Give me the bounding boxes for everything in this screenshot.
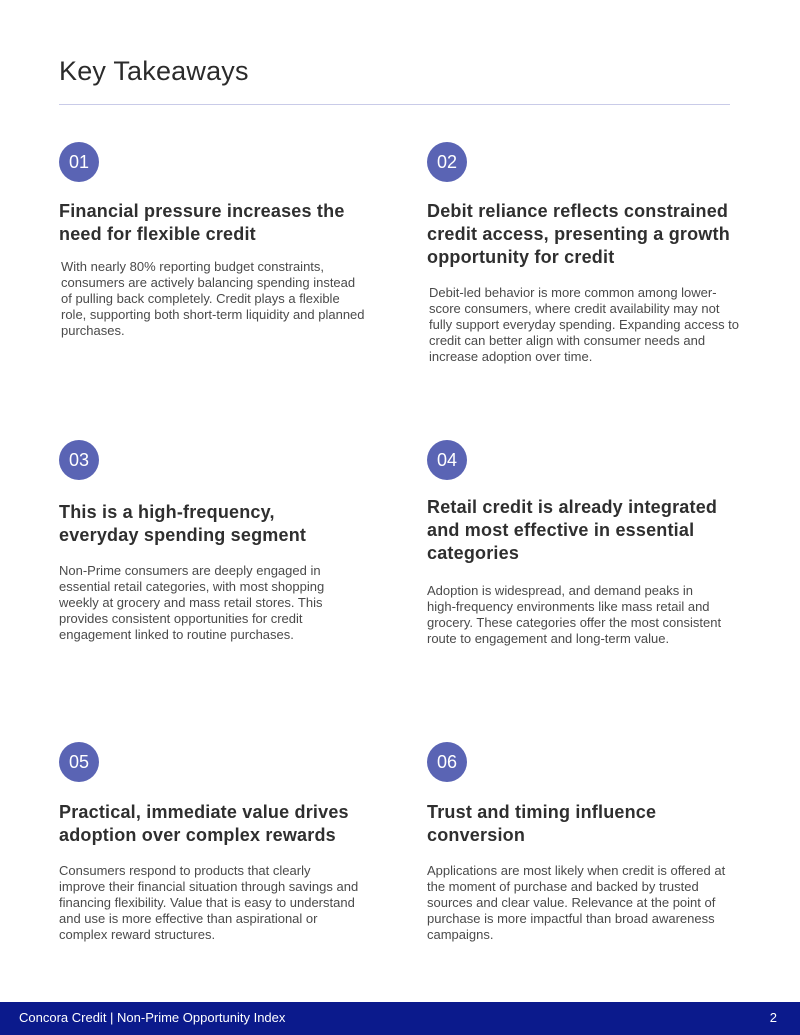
- page-title: Key Takeaways: [59, 56, 249, 86]
- takeaway-heading: Financial pressure increases the need for flexible credit: [59, 201, 345, 244]
- takeaway-heading: Trust and timing influence conversion: [427, 802, 657, 845]
- page-number: 2: [769, 1010, 777, 1025]
- takeaway-heading: Retail credit is already integrated and most effective in essential categories: [427, 497, 718, 563]
- title-divider: [59, 104, 730, 105]
- takeaway-heading: This is a high-frequency, everyday spending segment: [59, 502, 307, 545]
- footer-document-label: Concora Credit | Non-Prime Opportunity Index: [19, 1010, 286, 1025]
- footer-bar: [0, 1002, 800, 1035]
- takeaway-body: Non-Prime consumers are deeply engaged in essential retail categories, with most shopping weekly at grocery and mass retail stores. This provides consistent opportunities for credit engagement linked to routine purchases.: [59, 563, 325, 642]
- takeaway-body: Applications are most likely when credit is offered at the moment of purchase and backed by trusted sources and clear value. Relevance at the point of purchase is more impactful than broad awareness campaigns.: [427, 863, 726, 942]
- takeaway-body: Consumers respond to products that clearly improve their financial situation through savings and financing flexibility. Value that is easy to understand and use is more effective than aspirational or complex reward structures.: [59, 863, 359, 942]
- takeaway-heading: Practical, immediate value drives adoption over complex rewards: [59, 802, 349, 845]
- number-badge: 05: [59, 742, 99, 782]
- number-badge: 02: [427, 142, 467, 182]
- takeaway-body: Adoption is widespread, and demand peaks in high-frequency environments like mass retail and grocery. These categories offer the most consistent route to engagement and long-term value.: [427, 583, 722, 646]
- number-badge: 04: [427, 440, 467, 480]
- number-badge: 06: [427, 742, 467, 782]
- number-badge: 03: [59, 440, 99, 480]
- takeaway-heading: Debit reliance reflects constrained credit access, presenting a growth opportunity for credit: [427, 201, 730, 267]
- takeaway-body: With nearly 80% reporting budget constraints, consumers are actively balancing spending instead of pulling back completely. Credit plays a flexible role, supporting both short-term liquidity and planned purchases.: [61, 259, 365, 338]
- takeaway-body: Debit-led behavior is more common among lower-score consumers, where credit availability may not fully support everyday spending. Expanding access to credit can better align with consumer needs and increase adoption over time.: [429, 285, 740, 364]
- number-badge: 01: [59, 142, 99, 182]
